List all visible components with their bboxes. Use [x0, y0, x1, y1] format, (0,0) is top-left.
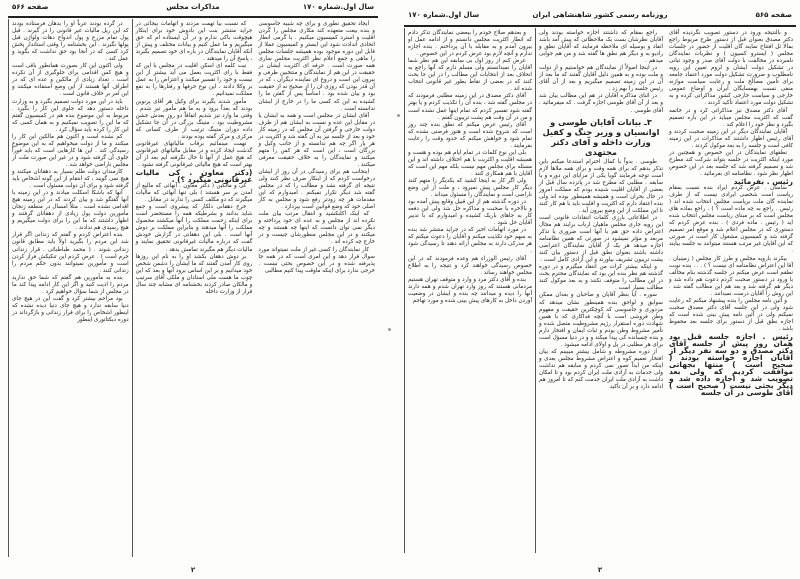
paragraph: ساسان . عرض کردم ایراد بنده نسبت بمقام ریاست است شخصی ایرادی نیست که از طرف نماینده گان ملت بریاست مجلس انتخاب شده اند ( رئیس . راجع به چه ماده است ؟ ) . راجع بماده های مجلس است که بر مبنای ریاست مجلس انتخاب شده اید ( رئیس . ماده فردی ) . بنده عرض کردم که دستوری که در مجلس اعلام شد و موقع امر تصمیم گرفته شد و کمیسیون مشغول کار است در صورتی که این آقایان غیر مرتب هستند میتوانند به جلسه بیایند . — [669, 185, 793, 255]
page-label: صفحه ۵۶۶ — [12, 3, 49, 11]
paragraph: باید در این مورد دولت تصمیم بگیرد و به وزارت داخله دستور دهد که جلوی این کار را بگیرد . مربوط به این موضوع بنده هم در کمیسیون گفتم که ما این را تصویب نمیکنیم و به همان کسی که این کار را کرده باید سؤال کرد . — [11, 98, 129, 133]
column — [535, 28, 666, 553]
paragraph: که اینک اکلنکشید و انتقال مرتب بیان ملت نکرده اند از مجلس و به عده ای خود پرداخته و دیگر نمی توان دانست که اینها چه هستند و چه میکنند و در این مجلس منظورشان چیست و در خارج چه کرده اند . — [258, 211, 375, 246]
paragraph: و بالنتیجه ورود در دستور تصویب نگردیده آقای دکتر مصدق بعنوان قبل از دستور طرح مربوط راجع بمالا ثل افتتاح نمایند گان اقلیت از حضور در جلسات مجلس ( ایسترو کسیون ) و نظریات نمایندگان نامبرده در مخالفت با دولت آقای صدر و وجود تبانی در تشکیل دولت ایشان و لزوم تعیین این رویه نامطلوب و ضرورت تشکیل دولت مورد اعتماد جامعه برای تأمین مصالح ملت و رعایت سیاست موازنه منفی نسبت بهمسایگان ایران و اوضاع عمومی خارجی و سیاست خارجی کشور مذاکراتی کرده و به تشکیل دولت مورد اعتماد تأکید کردند . — [669, 30, 793, 107]
paragraph: بنده اعتراض کردم و گفتم که زندانی اگر قرار شد این مردم را بگیرید اولاً باید مطابق قانون زندانی شوند . ( محمد طباطبائی . قرار زندانی جرم است ) . عرض کردم این تنکیکش فراز کردن است و مأمورین نمیتوانند بدون حکم مردم را زندانی کنند . — [11, 232, 129, 274]
issue-label: سال اول.شماره ۱۷۰ — [408, 11, 480, 19]
paragraph: و اینکه بیشتر کرات من انتقاد میگیرم و در دوره گذشته هم نظر بنده این بود که نمایندگان محترم بحث در این مطالب را متوقف نکنند و به بعد موکول کنند مطالب بسیار است . — [539, 264, 663, 292]
left-page — [8, 0, 378, 579]
paragraph: در گرده بودند عرباً او را بدهان فرستاده بودند که این ریل مالیات غیر قانونی را در گیرند . قبل پول تمام مزرع و پول اندواج دهات ولواژن قبل پولها نگیرند . این بخشنامه را وقتی استاندار پخش کرد کسی که در آنجا بود حق نداشت که بگوید و عمل کند . — [11, 21, 129, 63]
column — [255, 19, 378, 557]
paragraph: ایجاد تحقیق نطوری و برای چه شبیه جاسوسی و بنده بیعت متعهده کند مکاری مجلس را گردن اقلیت و استرد کمیسیون میکنیم . با گرمی انطار اتحادی اندادت شود این ایستر و کمیسیون عملا از قابل این دوره موجود بوده همیشه جلسات مجلس را ماهی و جمع اعلام نظر اکثریت مجلس ساری همه صورت است . حرفه ای اکثریت ایشان در حقیقت در این هم از نمایندگان و منتخبین طرفی و بیرون این است و دروغ ای نماینده دیگران ، که در آن قدر بودن که روزی ان را از صحیح نه از حقیقت بود و بیان شده بود . اساساً پس از گفتن ما را کشیده به این که کسی ما را در خارج از ایشان ندانسته است . — [258, 21, 375, 112]
header-rule — [8, 16, 378, 18]
left-running-head — [8, 3, 378, 15]
scan-speck — [397, 114, 400, 117]
paragraph: کارمندان دولت ظلم بسیار به دهقانان میکنند و هیچ نمی گویند ، که انتقام از این گونه اشخاص باید گرفته شود و برای آن دولت مسئول است . — [11, 168, 129, 190]
speaker-line: رئیس . بفرمائید — [733, 176, 793, 186]
paragraph: راجع بمقام که داشتند اجازه خواسته بودند ولی آقایان نظرشان بست یک ملاحظاتی که پیش آمد باشد اتفاد و بوسیله ای ملاحظه فرمایند که آقایان نطق و رادیو به و دیگر هم نطق ها گفته شد و من هم جوابی میدهم . — [539, 30, 663, 65]
section-title: روزنامه رسمی کشور شاهنشاهی ایران — [532, 11, 668, 19]
paragraph: کار نمایندگان را کسی غیر از ملت نمیتواند مورد سوال قرار دهد و این امری است که در همه جا پذیرفته شده و در این خصوص بحثی نیست . خرجی ندارد برای اینکه ماوقت پیدا کنیم مطالبی — [258, 246, 375, 274]
paragraph: تهمت مینمائیم برقاب مالیاتهای غیرقانونی گذشت ایجاد کرده و در مقابل مالیاتهای غیرقانونی که هیچ عمل از آنها تا حال نگرفته ایم بعد از آن بهتر است که هیچ مالیاتی غیرقانونی گرفته نشود . — [135, 140, 253, 168]
speaker-line: رئیس . اجازه جلسه قبل بود همان روز پیش از جلسه آقای دکتر مصدق و دو سه نفر دیگر از آقایان اجازه خواسته بودند ( صحیح است ) منتها بجهاتی موافقت کردیم که ولی بعد تصویب شد و اجازه داده شد و دیگر بحثی نیست ( صحیح است ) آقای طوسی در آن جلسه — [669, 332, 793, 398]
right-columns — [404, 28, 796, 553]
paragraph: بیکرند بارویه مجلس و طرز کار مجلس ( زمینیان . آقا این اعتراض نظامنامه ای نیست ؟ ) . . . بنده نوبت نطقم است عرض میکنم در جلسه گذشته بنام مخالف با ورود در دستور صحبت کردم دعوت هم داده شد و دیگر هم گرفته شد و بعد هم این مطالب گفته شد . این روش را آقایان درست نمیدانند . — [669, 255, 793, 297]
page-label: صفحه ۵۶۵ — [755, 11, 792, 19]
paragraph: آقای رئیس الوزراء هم وعده فرمودند که در این خصوص رسیدگی خواهند کرد و نتیجه را به اطلاع مجلس خواهند رساند . — [408, 255, 532, 276]
column — [8, 19, 132, 557]
paragraph: آقای ایشان در مجلس است و همه به ایشان یا در مقابل این عده و نسبت به ایشان هم از طرف دولت خارجی و گرفتن آن مجلس که در زمینه کار خود و بعد از جلسه نیز به آن گفته شد و اکثریت در هر بار اگر چه هم ندانسته و از جانب وکیل و بزرگان است ، این است که هر کس را متهم میکنند و نمایندگان را به خلاف حقیقت معرفی میکنند . — [258, 112, 375, 168]
section-title: مذاکرات مجلس — [166, 3, 220, 11]
paragraph: سوره . آیا بنظر آقایان و صاحبان و بعدان ممکن سوابق و لواحق بنده همینطور نشان میدهد که مزدوری و جاسوسی که کوچکترین حقیقت و مفهوم وطن فروشی است با آنچه فداکاری که با همین شهادت دوره استقرار رژیم مشروطیت متصل شده و تأمیر مشروط وطن بودم و ثبات ایمان و افتخار دارم و بنده چسبانده کی پیدا میکند و و در دنیا مسؤل است برای هر مطلبی در پل و اولای ادامه میشود . — [539, 292, 663, 348]
left-columns — [8, 19, 378, 557]
paragraph: طوسی . بدواً با کمال احترام استدعا میکنم باین تذکر بدهم که برای همه وقت و برای همه ملاها لازم است توجه فرمایند گویا یکی از مزایای این دوره و یا سابقه . مطلبی که مطرح شد در پانزده سال قبل از بعضی از آقایان اقلیت شنیده بودم که مملکت امروز در حال بحران است و همیشه همینطور بوده اند ولی بنده اعتقاد دارم که اکثریت و اقلیت باید با هم کار کنند تا این مملکت از این وضع بیرون آید . — [539, 158, 663, 214]
issue-label: سال اول.شماره ۱۷۰ — [302, 3, 374, 11]
right-running-head — [404, 11, 796, 23]
paragraph: آقای دکتر مصدق نیز مذاکراتی کرد و در خاتمه گفت که اکثریت مجلس میباید در این باره تصمیم بگیرد و نظر خود را اعلام کند . — [669, 107, 793, 128]
paragraph: کم نشده است و اکنون هم مالکین این کار را میکنند و ما از دولت میخواهیم که به این موضوع رسیدگی کند . این ها کارهایی است که باید فوراً جلوی آن گرفته شود و در غیر این صورت ملت از مجلس ناراضی خواهد شد . — [11, 133, 129, 168]
paragraph: آقایان نمایندگان دیگر در این زمینه صحبت کردند و آقای رئیس اظهار داشتند که مذاکرات در این زمینه کافی است و جلسه را به بعد موکول کردند . — [669, 128, 793, 149]
paragraph: در اثنای مذاکره آقایان در هم این مطالب بیان شد و بعد از آن آقای طوسی اجازه گرفت . که میفرمائید . آقای طوسی . — [539, 93, 663, 114]
paragraph: بنده به مأمورین هم گفتم که شما حق ندارید مردم را اذیت کنید و اگر این کار ادامه پیدا کند ما در مجلس از شما سؤال خواهیم کرد . — [11, 274, 129, 295]
paragraph: عرض کنم از روز اول بی سابقه این هم نظر شما آقایان را نمیدانستم ولی مسلم دارم که آنها راجع به انحلاف بعد از انتخابات این مطالب را در این جا بحث کنند که در بعضی از نقاط بطور غیر قانونی انتخاب شده اند . — [408, 58, 532, 93]
paragraph: در دوره گذشته هم از این قبیل وقایع پیش آمده بود و بالاخره با صحبت و مذاکره حل شد ولی این دفعه کار به جاهای باریک کشیده و امیدوارم که با تدبیر آقایان حل شود . — [408, 199, 532, 227]
paragraph: و آئین نامه مجلس را بنده پیشنهاد میکنم که رعایت شود ولی در این جلسه آقای دکتر مصدق صحبت نمیکنم ولی در آئین نامه پیش بینی شده است که اجازه نطق قبل از دستور برای جلسه بعد محفوظ باشد . — [669, 297, 793, 332]
paragraph: بر دوش دهقان بکشد او را به نام این روزها روی کار آمدن گفتند که ما ایشان را دشمن شخص خود میدانیم و بر این اساس برود آنها و بعد که این چوب ما هست ملی استادان و ملکی آقای سرتیپ و مالکان صادر کردند بخشنامه ای مشابه چند سال قرار از وزارت داخله — [135, 253, 253, 295]
paragraph: کی و مالکین ( دکتر معاون . آنهائی که مالیع از آمدن بر سر هستند ) بلی تنها آنهائی که مالیات میگیرند که دو مکلف کسی را ندارند در مقابل . — [135, 183, 253, 204]
paragraph: ولی اکنون این کار بصورت همانطور باقی است و هیچ کس اقدامی برای جلوگیری از آن نکرده است . تعداد زیادی از مالکین و عده ای که در اطراف آنها هستند از این وضع استفاده میکنند و این امر بر خلاف قانون است . — [11, 63, 129, 98]
folio-number: ۲ — [190, 566, 196, 574]
paragraph: بنده و آقای دکتر مرد و وارد و متوقف تهران هستیم مردمانی هستند که روز وارد تهران شدم و همه دارند آنها را دیده و میدانند چه بنده و ایشان در وضعیت آوردن داخل به کارهای پیش بینی شده و مورد تهاجم — [408, 276, 532, 304]
paragraph: آقای دکتر مصدق در این زمینه مطلبی فرمودند که در مجلس گفته شد ، بنده آن را تکذیب کردم و یا بهتر گفته شود تفسیر کردم که تمام اینها عمل نشده است و من در آن وقت هم پشت تریبون گفتم . — [408, 93, 532, 121]
paragraph: آقای رئیس عرض میکنم که نطق بنده چند روز است که شروع شده است و هنوز فرصتی نشده که تمام شود و خواهش میکنم که حدود وقت را رعایت بفرمایند . — [408, 121, 532, 149]
paragraph: نیت کلمه ای اسکن اقلیت در مجلس با این که فقط با رای اکثریت بعمل می آید بیشتر از این نیست و خود را تفسیر میکنند و اعتراض را به عمل بر وکلا دادند ، این نوع حرفها و رفتارها را به نفع مملکت نمیدانیم . — [135, 63, 253, 98]
paragraph: اینجانب هم برای رسیدگی در آن روز از ایشان درخواست کردم که از اینکار صرف نظر کنند ولی نتیجه ای گرفته نشد و مطالب را که در مجلس گفته شد دیگر تکرار نمیکنم . امیدوارم که این مقدمات هر چه زودتر رفع شود و مجلس به کار اصلی خود که وضع قوانین است بپردازد . — [258, 168, 375, 211]
paragraph: نطقهای نمایندگان در این خصوص و همچنین در مورد اینکه اکثریت در جلسه بتواند شرکت کند مطرح شد و تصمیم گرفته شد که جلسه بعد در این خصوص اظهار نظر شود . نظامنامه ای بفرمائید . — [669, 149, 793, 177]
right-page — [404, 0, 796, 579]
paragraph: و بعدهم صلاح خودم را ببعضی نمایندگان تذکر دادم که انطار اکثریت مجلس دانستم و از ادامه عمل او بیرون آمدم و به مقابله با آن پرداختم . بنده اجازه ندارم و آنچه لازم بود عرض کردم در این خصوص . — [408, 30, 532, 58]
header-rule — [404, 25, 796, 27]
paragraph: در مورد اتهامات اخیر که در جراید منتشر شد بنده به سهم خود تکذیب میکنم و آقایان را دعوت میکنم که هر مدرکی دارند به مجلس ارائه دهند تا رسیدگی شود . — [408, 227, 532, 255]
column — [666, 28, 796, 553]
paragraph: از دوره مشروطه و شامل بیشتر میبینم که بیان افتخار تعمیم کوه و اعتراض مشروط مجلس بعدی و اینکه من ابداً تصور نمی کردم و سابقه هم نداشت ولی خدمات به آزادی ملت ایران کردم بود و تا امکان داشت به آزادی ملت ایران خدمت کنم که تا امروز هم ادامه دارد و بر آن تأکید — [539, 348, 663, 391]
section-heading: ۳ـ بیانات آقایان طوسی و اوانسیان و وزیر جنگ و کفیل وزارت داخله و آقای دکتر مجتهدی — [542, 116, 660, 157]
paragraph: در اطلاعاتی بارزی کلمات انتقادات قانونی است این رویه جاری مجلس ماهیان ارباب برایند هم مجال اعتراض داده حق هم با آنها است ضروری یا تذکر مربعد و مؤثر نمیشود در صورتی که همین نظامنامه اجازه میدهد هر یک از آقایان نمایندگان اعتراضی داشته باشند بعنوان نطق قبل از دستور بیان کنند پشت تریبون تشریف بیاورند و این آزادی کامل است . — [539, 214, 663, 264]
paragraph: خرج دهقانی دلکار که پیشروی است و جمع شاید بدانند و بشرطیکه همه را مستحضر است برای اینکه زحمت مملکت را آنها میکشند محصول مملکت را آنها میدهند و بنابراین مملکت بر دوش آنها است . بلی این دهقانی در گزارش خودش گفت که درباره مالیات غیرقانونی تحقیق نمایند و مالیات دیگر هم مگیرند تمامش بدهد . — [135, 204, 253, 253]
paragraph: در اینجا اصولاً از نمایندگان هم خواستیم و از دولت و ملت بوده و به همین دلیل آقایان گفتند که ما بعد از آن در این زمینه تصمیم میگیریم و بعد از آن آقای رئیس جلسه را بهم زد . — [539, 65, 663, 93]
paragraph: بود مزاحم بیشتر کرد و گفت این در هیچ جای دنیا سابقه ندارد و هیچ جای دنیا دیده نشده که اینطور اشخاص را برای قرار زندانی و بازگرداند در دوره دیکتاتوری اینطور — [11, 295, 129, 323]
speaker-line: (دکتر معاون . کی مالیات غیرقانونی میگیرد ؟) . — [135, 167, 253, 185]
column — [404, 28, 535, 553]
folio-number: ۲ — [597, 566, 603, 574]
scan-speck — [388, 328, 391, 331]
paragraph: مأمور شدند بگیرند برای وکیل هر آقای پرنوین بودند که بعداً برود و به ما هم مأمور تیز شدم . وقتی ما وارد تیز شدیم اتفاقاً دو روز بعدش جشن مشروطیت بود . متینگ بزرگی در آن جا تشکیل داده دوران متینگ ترتیب از طرف کسانی که مرکزی و مرکز گفته بوده بودند . — [135, 98, 253, 140]
column — [132, 19, 256, 557]
paragraph: بلی این نوع کلمات در تمام ایام هم بوده و هست و همیشه اقلیت و اکثریت با هم اختلاف داشته اند و این مسئله برای مجلس مهم نیست بلکه مهم این است که آقایان با هم همکاری کنند . — [408, 149, 532, 177]
paragraph: آنها که باشکا اسکلت میادند و در این زمینه با آنها گفتگو شد و بیان کردند که در این زمینه هیچ اقدامی نشده است . مثلاً امسال در منطقه زنجان مأمورین دولت پول زیادی از دهقانان گرفتند و اظهار داشتند که ما این را برای دولت میگیریم و هیچ رسیدی هم ندادند . — [11, 190, 129, 232]
paragraph: که نسبت بیا تهمت مزدند و اتهامات بیجائی در جراید منتشر بنت این بادوش خود برای اینکار هیچوقت باکی ندارم و در آن ایستاده ام که حق میگیریم و ما عمل کنیم و بیانات مختلف و پیش از آنکه آقایان نمایندگان در باره ای خود تصمیم بگیرند ، پاسخ آن را میدهند . — [135, 21, 253, 63]
paragraph: ولی اگر کار به اینجا کشید که یکدیگر را متهم کنند دیگر کار مجلس پیش نمیرود ، و ملت از این وضع ناراضی است و نمایندگان را مسئول میداند . — [408, 177, 532, 199]
